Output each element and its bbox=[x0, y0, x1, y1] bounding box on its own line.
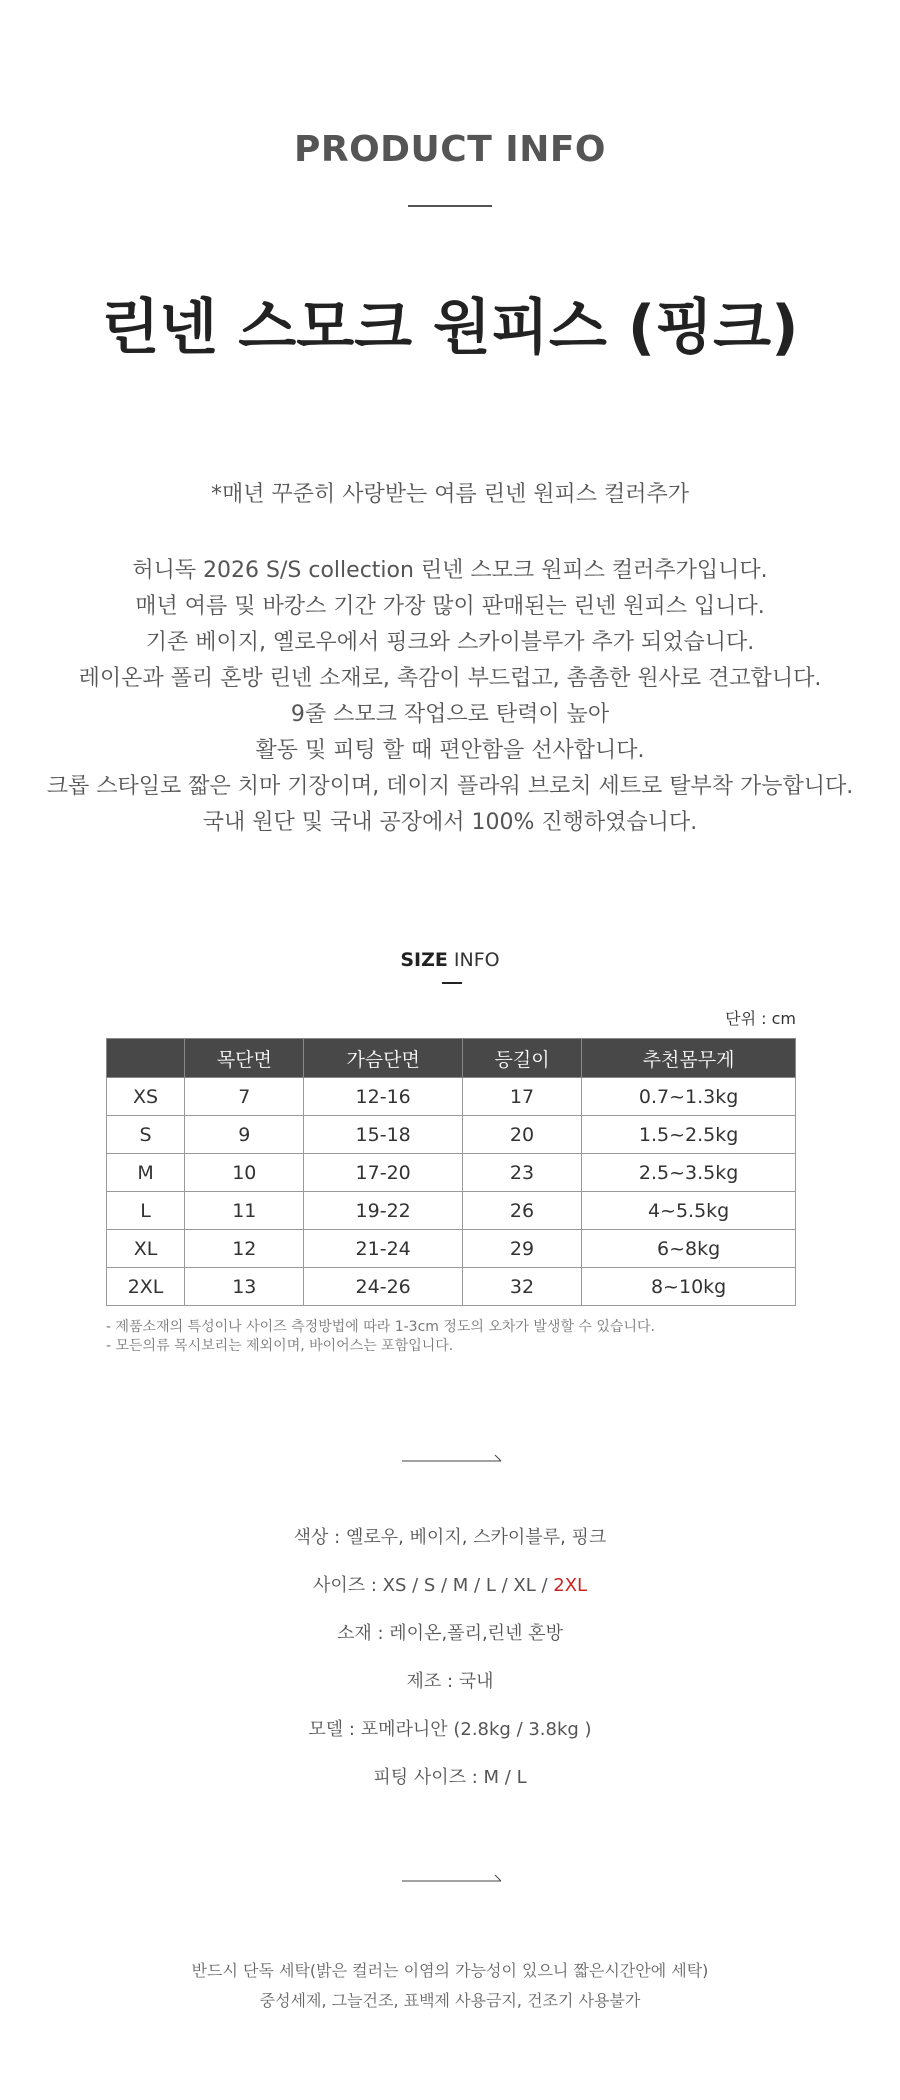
table-cell: 20 bbox=[462, 1116, 581, 1154]
size-note: - 모든의류 목시보리는 제외이며, 바이어스는 포함입니다. bbox=[106, 1338, 454, 1354]
table-cell: XL bbox=[107, 1230, 185, 1268]
description-line: 활동 및 피팅 할 때 편안함을 선사합니다. bbox=[255, 738, 645, 763]
table-cell: 29 bbox=[462, 1230, 581, 1268]
column-header: 추천몸무게 bbox=[582, 1039, 796, 1078]
size-note: - 제품소재의 특성이나 사이즈 측정방법에 따라 1-3cm 정도의 오차가 발생할 수 있습니다. bbox=[106, 1319, 655, 1335]
table-cell: 21-24 bbox=[304, 1230, 462, 1268]
table-cell: 32 bbox=[462, 1268, 581, 1306]
title-divider bbox=[408, 205, 492, 207]
table-cell: 17-20 bbox=[304, 1154, 462, 1192]
size-info-heading-strong: SIZE bbox=[400, 949, 448, 971]
unit-label: 단위 : cm bbox=[725, 1009, 796, 1028]
table-cell: 15-18 bbox=[304, 1116, 462, 1154]
table-cell: 10 bbox=[185, 1154, 304, 1192]
column-header: 가슴단면 bbox=[304, 1039, 462, 1078]
size-info-divider bbox=[442, 982, 462, 984]
table-cell: M bbox=[107, 1154, 185, 1192]
spec-list bbox=[0, 1525, 900, 1813]
table-row bbox=[107, 1078, 796, 1116]
product-description bbox=[0, 553, 900, 841]
table-cell: 2XL bbox=[107, 1268, 185, 1306]
description-line: 국내 원단 및 국내 공장에서 100% 진행하였습니다. bbox=[202, 810, 698, 835]
description-line: 매년 여름 및 바캉스 기간 가장 많이 판매된는 린넨 원피스 입니다. bbox=[135, 594, 765, 619]
table-cell: 24-26 bbox=[304, 1268, 462, 1306]
column-header: 목단면 bbox=[185, 1039, 304, 1078]
table-cell: 23 bbox=[462, 1154, 581, 1192]
table-cell: 8~10kg bbox=[582, 1268, 796, 1306]
size-info-heading-rest: INFO bbox=[447, 949, 500, 971]
table-row bbox=[107, 1154, 796, 1192]
table-cell: 7 bbox=[185, 1078, 304, 1116]
column-header bbox=[107, 1039, 185, 1078]
section-title: PRODUCT INFO bbox=[293, 129, 607, 170]
description-line: 크롭 스타일로 짧은 치마 기장이며, 데이지 플라워 브로치 세트로 탈부착 가능합니다. bbox=[46, 774, 854, 799]
table-cell: 9 bbox=[185, 1116, 304, 1154]
care-line: 중성세제, 그늘건조, 표백제 사용금지, 건조기 사용불가 bbox=[259, 1991, 641, 2010]
arrow-divider-icon bbox=[402, 1873, 502, 1883]
table-row bbox=[107, 1192, 796, 1230]
table-cell: 17 bbox=[462, 1078, 581, 1116]
description-line: 레이온과 폴리 혼방 린넨 소재로, 촉감이 부드럽고, 촘촘한 원사로 견고합니다. bbox=[78, 666, 822, 691]
table-cell: 12-16 bbox=[304, 1078, 462, 1116]
product-name: 린넨 스모크 원피스 (핑크) bbox=[101, 293, 799, 363]
table-header-row bbox=[107, 1039, 796, 1078]
size-notes bbox=[106, 1318, 655, 1356]
table-row bbox=[107, 1268, 796, 1306]
product-tagline: *매년 꾸준히 사랑받는 여름 린넨 원피스 컬러추가 bbox=[210, 482, 689, 507]
table-cell: S bbox=[107, 1116, 185, 1154]
description-line: 허니독 2026 S/S collection 린넨 스모크 원피스 컬러추가입니다. bbox=[132, 558, 768, 583]
table-cell: 13 bbox=[185, 1268, 304, 1306]
description-line: 기존 베이지, 옐로우에서 핑크와 스카이블루가 추가 되었습니다. bbox=[145, 630, 755, 655]
size-info-heading bbox=[0, 948, 900, 972]
care-line: 반드시 단독 세탁(밝은 컬러는 이염의 가능성이 있으니 짧은시간안에 세탁) bbox=[191, 1961, 709, 1980]
table-cell: 11 bbox=[185, 1192, 304, 1230]
table-cell: 1.5~2.5kg bbox=[582, 1116, 796, 1154]
table-cell: 6~8kg bbox=[582, 1230, 796, 1268]
table-cell: 0.7~1.3kg bbox=[582, 1078, 796, 1116]
spec-size-highlight: 2XL bbox=[553, 1575, 588, 1596]
table-cell: L bbox=[107, 1192, 185, 1230]
spec-model: 모델 : 포메라니안 (2.8kg / 3.8kg ) bbox=[308, 1719, 592, 1740]
spec-material: 소재 : 레이온,폴리,린넨 혼방 bbox=[337, 1623, 563, 1644]
table-row bbox=[107, 1230, 796, 1268]
column-header: 등길이 bbox=[462, 1039, 581, 1078]
table-cell: 19-22 bbox=[304, 1192, 462, 1230]
description-line: 9줄 스모크 작업으로 탄력이 높아 bbox=[290, 702, 610, 727]
arrow-divider-icon bbox=[402, 1453, 502, 1463]
spec-color: 색상 : 옐로우, 베이지, 스카이블루, 핑크 bbox=[293, 1527, 607, 1548]
spec-size-list: 사이즈 : XS / S / M / L / XL / bbox=[312, 1575, 554, 1596]
table-cell: 12 bbox=[185, 1230, 304, 1268]
spec-origin: 제조 : 국내 bbox=[406, 1671, 494, 1692]
table-row bbox=[107, 1116, 796, 1154]
spec-fitting: 피팅 사이즈 : M / L bbox=[373, 1767, 527, 1788]
table-cell: 4~5.5kg bbox=[582, 1192, 796, 1230]
spec-size bbox=[0, 1573, 900, 1621]
size-table bbox=[106, 1038, 796, 1306]
table-cell: 2.5~3.5kg bbox=[582, 1154, 796, 1192]
care-instructions bbox=[0, 1956, 900, 2016]
table-cell: 26 bbox=[462, 1192, 581, 1230]
table-cell: XS bbox=[107, 1078, 185, 1116]
